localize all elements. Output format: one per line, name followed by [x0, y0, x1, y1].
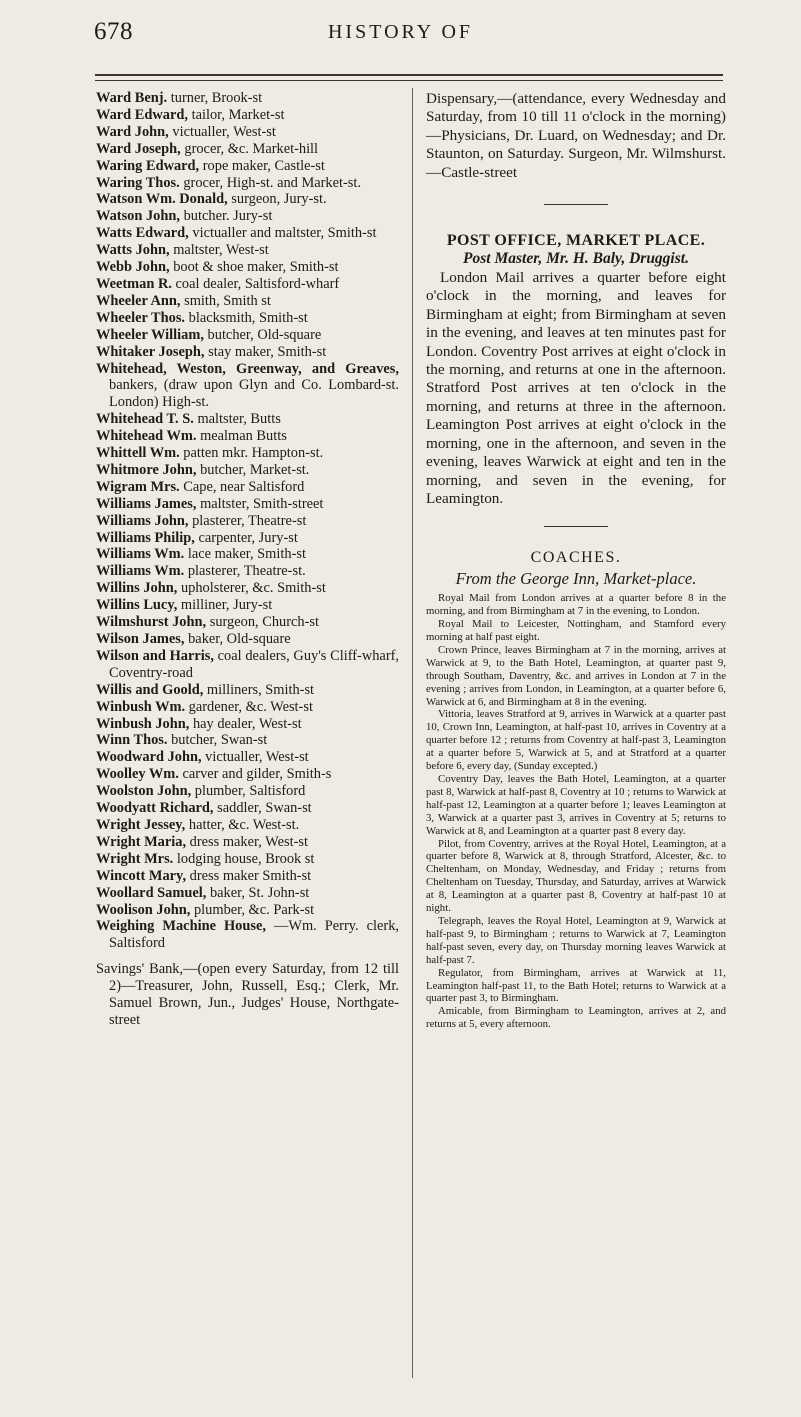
directory-entry: [96, 800, 399, 817]
entry-description: surgeon, Jury-st.: [231, 191, 327, 208]
directory-entry: [96, 225, 399, 242]
entry-description: rope maker, Castle-st: [202, 157, 325, 174]
post-office-subtitle: [426, 250, 726, 268]
entry-description: coal dealer, Saltisford-wharf: [175, 275, 340, 292]
entry-description: milliner, Jury-st: [180, 597, 273, 614]
entry-name: Watson Wm. Donald,: [96, 191, 228, 208]
directory-entry: [96, 699, 399, 716]
directory-entry: [96, 445, 399, 462]
coach-entry: Vittoria, leaves Stratford at 9, arrives in Warwick at a quarter past 10, Crown Inn, Leamington, at half-past 10, arrives in Coventry at a quarter before 12 ; returns from Coventry at half-past 3, Leamington at a quarter before 5, Warwick at 5, and at Stratford at a quarter before 6, every day, (Sunday excepted.): [426, 708, 726, 773]
entry-description: maltster, West-st: [173, 242, 269, 259]
directory-entry: [96, 208, 399, 225]
entry-name: Wheeler Ann,: [96, 292, 181, 309]
entry-name: Waring Edward,: [96, 157, 200, 174]
entry-name: Woolley Wm.: [96, 766, 179, 783]
coach-entry: Crown Prince, leaves Birmingham at 7 in the morning, arrives at Warwick at 9, to the Bath Hotel, Leamington, at quarter past 9, through Southam, Daventry, &c. and arrives in London at 7 in the evening ; arrives from London, in Leamington, at a quarter before 6, Warwick at 6, and Birmingham at 8 in the evening.: [426, 643, 726, 708]
entry-name: Winn Thos.: [96, 732, 168, 749]
entry-description: patten mkr. Hampton-st.: [183, 445, 324, 462]
entry-name: Weetman R.: [96, 275, 172, 292]
directory-entry: [96, 530, 399, 547]
entry-name: Ward Edward,: [96, 106, 188, 123]
entry-name: Whitmore John,: [96, 461, 197, 478]
savings-bank-entry: Savings' Bank,—(open every Saturday, from 12 till 2)—Treasurer, John, Russell, Esq.; Clerk, Mr. Samuel Brown, Jun., Judges' House, Northgate-street: [96, 961, 399, 1028]
directory-entry: [96, 918, 399, 952]
directory-entry: [96, 191, 399, 208]
entry-name: Woolison John,: [96, 901, 191, 918]
entry-name: Willins Lucy,: [96, 597, 178, 614]
entry-description: plasterer, Theatre-st: [192, 512, 307, 529]
section-rule: [544, 526, 608, 527]
entry-name: Wright Mrs.: [96, 850, 174, 867]
entry-name: Williams Philip,: [96, 529, 195, 546]
coaches-title: COACHES.: [530, 549, 622, 567]
entry-name: Wigram Mrs.: [96, 478, 180, 495]
directory-list: [96, 90, 399, 952]
directory-entry: [96, 513, 399, 530]
entry-name: Willins John,: [96, 580, 178, 597]
entry-name: Woolston John,: [96, 783, 192, 800]
entry-description: dress maker Smith-st: [189, 867, 312, 884]
entry-description: lace maker, Smith-st: [187, 546, 306, 563]
entry-name: Wheeler Thos.: [96, 309, 186, 326]
coaches-list: [426, 592, 726, 1031]
directory-entry: [96, 496, 399, 513]
entry-name: Watson John,: [96, 208, 180, 225]
directory-entry: [96, 124, 399, 141]
entry-name: Woodward John,: [96, 749, 202, 766]
entry-name: Wilson James,: [96, 631, 185, 647]
section-rule: [544, 204, 608, 205]
running-head: HISTORY OF: [327, 21, 474, 43]
entry-description: butcher, Market-st.: [200, 461, 310, 478]
entry-description: stay maker, Smith-st: [208, 343, 327, 360]
entry-name: Weighing Machine House,: [96, 918, 266, 935]
directory-entry: [96, 428, 399, 445]
entry-description: milliners, Smith-st: [206, 681, 315, 698]
directory-entry: [96, 175, 399, 192]
entry-description: blacksmith, Smith-st: [188, 309, 308, 326]
entry-description: butcher. Jury-st: [183, 208, 273, 225]
entry-name: Wilmshurst John,: [96, 614, 207, 631]
entry-description: smith, Smith st: [184, 292, 271, 309]
entry-description: carpenter, Jury-st: [198, 529, 298, 546]
entry-description: mealman Butts: [200, 428, 287, 445]
post-office-subtitle-text: Mr. H. Baly, Druggist.: [546, 250, 689, 268]
post-office-subtitle-lead: Post Master,: [463, 250, 543, 268]
coach-entry: Telegraph, leaves the Royal Hotel, Leamington at 9, Warwick at half-past 9, to Birmingham ; returns to Warwick at 7, Leamington half-past seven, every day, on Thursday morning leaves Warwick at half-past 7.: [426, 914, 726, 966]
directory-entry: [96, 107, 399, 124]
directory-entry: [96, 546, 399, 563]
coach-entry: Regulator, from Birmingham, arrives at Warwick at 11, Leamington half-past 11, to the Bath Hotel; returns to Warwick at a quarter past 3, to Birmingham.: [426, 966, 726, 1005]
entry-name: Whittell Wm.: [96, 445, 180, 462]
directory-entry: [96, 361, 399, 412]
entry-description: baker, St. John-st: [209, 884, 310, 901]
entry-name: Whitaker Joseph,: [96, 343, 205, 360]
directory-entry: [96, 868, 399, 885]
entry-description: carver and gilder, Smith-s: [182, 766, 332, 783]
entry-description: plumber, Saltisford: [194, 783, 306, 800]
entry-description: turner, Brook-st: [170, 90, 263, 106]
entry-description: baker, Old-square: [188, 631, 291, 647]
directory-entry: [96, 479, 399, 496]
entry-name: Ward Benj.: [96, 90, 168, 106]
column-divider: [412, 88, 413, 1378]
directory-entry: [96, 327, 399, 344]
entry-description: butcher, Old-square: [207, 326, 322, 343]
header-rule: [95, 74, 723, 81]
directory-entry: [96, 158, 399, 175]
post-office-title: POST OFFICE, MARKET PLACE.: [446, 232, 706, 250]
directory-entry: [96, 344, 399, 361]
entry-name: Wincott Mary,: [96, 867, 187, 884]
entry-description: saddler, Swan-st: [217, 800, 312, 817]
directory-entry: [96, 817, 399, 834]
directory-entry: [96, 783, 399, 800]
directory-entry: [96, 716, 399, 733]
entry-description: boot & shoe maker, Smith-st: [173, 259, 339, 276]
entry-description: bankers, (draw upon Glyn and Co. Lombard-st. London) High-st.: [109, 377, 399, 411]
directory-entry: [96, 276, 399, 293]
coach-entry: Amicable, from Birmingham to Leamington, arrives at 2, and returns at 5, every afternoon.: [426, 1005, 726, 1031]
coach-entry: Royal Mail to Leicester, Nottingham, and Stamford every morning at half past eight.: [426, 618, 726, 644]
directory-entry: [96, 259, 399, 276]
post-office-body: London Mail arrives a quarter before eight o'clock in the morning, and leaves for Birmingham at eight; from Birmingham at seven in the evening, and leaves at ten minutes past for London. Coventry Post arrives at eight o'clock in the morning, and returns at one in the afternoon. Stratford Post arrives at ten o'clock in the morning, and returns at three in the afternoon. Leamington Post arrives at eight o'clock in the morning, one in the afternoon, and seven in the evening, leaves Warwick at eight and ten in the morning, and seven in the evening, for Leamington.: [426, 269, 726, 507]
entry-name: Ward Joseph,: [96, 140, 181, 157]
coach-entry: Pilot, from Coventry, arrives at the Royal Hotel, Leamington, at a quarter before 8, Warwick at 8, through Stratford, Alcester, &c. to Cheltenham, on Monday, Wednesday, and Friday ; returns from Cheltenham on Tuesday, Thursday, and Saturday, arrives at Warwick at 8, Leamington at a quarter past 8, Coventry at half-past 10 at night.: [426, 837, 726, 915]
directory-entry: [96, 614, 399, 631]
entry-name: Williams Wm.: [96, 563, 185, 580]
directory-entry: [96, 90, 399, 107]
entry-description: plumber, &c. Park-st: [193, 901, 315, 918]
entry-description: dress maker, West-st: [189, 833, 308, 850]
entry-name: Woollard Samuel,: [96, 884, 207, 901]
directory-entry: [96, 682, 399, 699]
directory-entry: [96, 885, 399, 902]
directory-entry: [96, 141, 399, 158]
entry-name: Williams John,: [96, 512, 189, 529]
entry-description: hay dealer, West-st: [192, 715, 302, 732]
directory-entry: [96, 834, 399, 851]
entry-name: Whitehead, Weston, Greenway, and Greaves,: [96, 360, 399, 377]
entry-description: surgeon, Church-st: [209, 614, 319, 631]
directory-entry: [96, 242, 399, 259]
entry-description: hatter, &c. West-st.: [188, 816, 300, 833]
entry-name: Whitehead T. S.: [96, 411, 194, 428]
directory-entry: [96, 563, 399, 580]
coaches-subtitle: From the George Inn, Market-place.: [455, 569, 697, 589]
entry-description: victualler, West-st: [205, 749, 309, 766]
entry-description: tailor, Market-st: [191, 106, 285, 123]
directory-entry: [96, 902, 399, 919]
entry-name: Wright Maria,: [96, 833, 187, 850]
entry-description: victualler, West-st: [172, 123, 276, 140]
entry-description: grocer, High-st. and Market-st.: [183, 174, 361, 191]
entry-description: grocer, &c. Market-hill: [184, 140, 319, 157]
directory-entry: [96, 597, 399, 614]
entry-description: victualler and maltster, Smith-st: [192, 225, 377, 242]
directory-entry: [96, 766, 399, 783]
entry-name: Waring Thos.: [96, 174, 180, 191]
entry-name: Wheeler William,: [96, 326, 204, 343]
entry-name: Woodyatt Richard,: [96, 800, 214, 817]
entry-name: Watts Edward,: [96, 225, 189, 242]
entry-description: butcher, Swan-st: [171, 732, 268, 749]
dispensary-entry: Dispensary,—(attendance, every Wednesday and Saturday, from 10 till 11 o'clock in the morning)—Physicians, Dr. Luard, on Wednesday; and Dr. Staunton, on Saturday. Surgeon, Mr. Wilmshurst.—Castle-street: [426, 90, 726, 181]
entry-description: coal dealers, Guy's Cliff-wharf, Coventry-road: [109, 647, 399, 681]
entry-description: maltster, Butts: [197, 411, 281, 428]
entry-description: Cape, near Saltisford: [183, 478, 305, 495]
coach-entry: Royal Mail from London arrives at a quarter before 8 in the morning, and from Birmingham at 7 in the evening, to London.: [426, 592, 726, 618]
directory-entry: [96, 462, 399, 479]
entry-description: lodging house, Brook st: [176, 850, 315, 867]
directory-entry: [96, 411, 399, 428]
entry-name: Winbush Wm.: [96, 698, 186, 715]
entry-name: Wright Jessey,: [96, 816, 186, 833]
entry-name: Winbush John,: [96, 715, 190, 732]
entry-description: —Wm. Perry. clerk, Saltisford: [109, 918, 400, 952]
entry-description: gardener, &c. West-st: [188, 698, 313, 715]
page-header: [0, 18, 801, 58]
entry-description: plasterer, Theatre-st.: [187, 563, 306, 580]
directory-column-right: [426, 90, 726, 1031]
entry-description: maltster, Smith-street: [200, 495, 324, 512]
page-number: 678: [94, 18, 133, 45]
entry-name: Watts John,: [96, 242, 170, 259]
directory-entry: [96, 749, 399, 766]
directory-entry: [96, 580, 399, 597]
entry-name: Webb John,: [96, 259, 170, 276]
directory-entry: [96, 310, 399, 327]
entry-name: Willis and Goold,: [96, 681, 204, 698]
directory-entry: [96, 293, 399, 310]
entry-name: Wilson and Harris,: [96, 647, 214, 664]
coach-entry: Coventry Day, leaves the Bath Hotel, Leamington, at a quarter past 8, Warwick at half-past 8, Coventry at 10 ; returns to Warwick at half-past 12, Leamington at a quarter before 1; leaves Leamington at 3, Warwick at a quarter past 3, arrives in Coventry at 5; returns to Warwick at 8, and Leamington at a quarter past 8 every day.: [426, 773, 726, 837]
directory-entry: [96, 732, 399, 749]
entry-description: upholsterer, &c. Smith-st: [180, 580, 326, 597]
directory-column-left: [96, 90, 399, 1029]
entry-name: Ward John,: [96, 123, 169, 140]
entry-name: Whitehead Wm.: [96, 428, 197, 445]
directory-entry: [96, 648, 399, 682]
directory-entry: [96, 631, 399, 648]
entry-name: Williams James,: [96, 495, 197, 512]
directory-entry: [96, 851, 399, 868]
entry-name: Williams Wm.: [96, 546, 185, 563]
